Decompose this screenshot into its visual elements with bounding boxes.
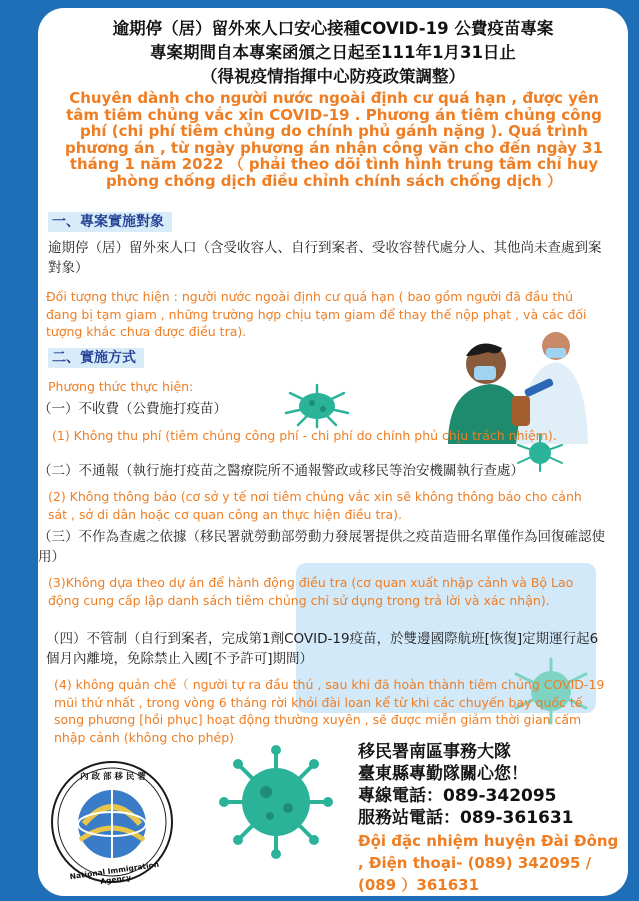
item3-vi: (3)Không dựa theo dự án để hành động điều tra (cơ quan xuất nhập cảnh và Bộ Lao động cung cấp lập danh sách tiêm chủng chỉ sử dụng trong trả lời và xác nhận). bbox=[48, 575, 574, 608]
logo-text-top: 內 政 部 移 民 署 bbox=[80, 772, 146, 782]
item1-zh: （一）不收費（公費施打疫苗） bbox=[38, 401, 227, 417]
section-heading-method: 二、實施方式 bbox=[48, 348, 144, 368]
item1-vi: (1) Không thu phí (tiêm chủng công phí - chi phí do chính phủ chịu trách nhiệm). bbox=[52, 428, 557, 443]
section-heading-targets: 一、專案實施對象 bbox=[48, 212, 172, 232]
title-line-2: 專案期間自本專案函頒之日起至111年1月31日止 bbox=[150, 43, 516, 62]
contact-vi: Đội đặc nhiệm huyện Đài Đông , Điện thoại- (089) 342095 / (089 ）361631 bbox=[358, 832, 619, 894]
title-line-1: 逾期停（居）留外來人口安心接種COVID-19 公費疫苗專案 bbox=[112, 19, 554, 38]
item3-zh: （三）不作為查處之依據（移民署就勞動部勞動力發展署提供之疫苗造冊名單僅作為回復確認使用） bbox=[38, 529, 605, 565]
item4-vi: (4) không quản chế（ người tự ra đầu thú , sau khi đã hoàn thành tiêm chủng COVID-19 mũi thứ nhất , trong vòng 6 tháng rời khỏi đài loan kể từ khi các chuyến bay quốc tế song phương [hồi phục] hoạt động thường xuyên , sẽ được miễn giảm thời gian cấm nhập cảnh (không cho phép) bbox=[54, 677, 605, 745]
contact-service-phone: 服務站電話：089-361631 bbox=[358, 808, 574, 828]
virus-icon bbox=[218, 744, 334, 860]
item4-zh: （四）不管制（自行到案者，完成第1劑COVID-19疫苗，於雙邊國際航班[恢復]定期運行起6個月內離境，免除禁止入國[不予許可]期間） bbox=[46, 631, 599, 667]
logo-text-bottom: National Immigration Agency bbox=[69, 859, 160, 887]
contact-phone: 專線電話：089-342095 bbox=[358, 786, 557, 806]
item2-zh: （二）不通報（執行施打疫苗之醫療院所不通報警政或移民等治安機關執行查處） bbox=[38, 463, 524, 479]
contact-line-1: 移民署南區事務大隊 bbox=[358, 742, 511, 762]
poster-card bbox=[38, 8, 628, 896]
section1-vi: Đối tượng thực hiện : người nước ngoài định cư quá hạn ( bao gồm người đã đầu thú đang bị tạm giam , những trường hợp chịu tạm giam để thay thế nộp phạt , và các đối tượng khác chưa được điều tra). bbox=[46, 289, 587, 339]
title-line-3: （得視疫情指揮中心防疫政策調整） bbox=[201, 67, 465, 86]
item2-vi: (2) Không thông báo (cơ sở y tế nơi tiêm chủng vắc xin sẽ không thông báo cho cảnh sát , sở di dân hoặc cơ quan công an thực hiện điều tra). bbox=[48, 489, 582, 522]
vi-title: Chuyên dành cho người nước ngoài định cư quá hạn , được yên tâm tiêm chủng vắc xin COVID-19 . Phương án tiêm chủng công phí (chi phí tiêm chủng do chính phủ gánh nặng ). Quá trình phương án , từ ngày phương án nhận công văn cho đến ngày 31 tháng 1 năm 2022 （ phải theo dõi tình hình trung tâm chỉ huy phòng chống dịch điều chỉnh chính sách chống dịch ） bbox=[64, 89, 604, 190]
contact-line-2: 臺東縣專勤隊關心您！ bbox=[358, 764, 528, 784]
section1-zh: 逾期停（居）留外來人口（含受收容人、自行到案者、受收容替代處分人、其他尚未查處到案對象） bbox=[48, 240, 602, 276]
method-vi-intro: Phương thức thực hiện: bbox=[48, 379, 194, 394]
